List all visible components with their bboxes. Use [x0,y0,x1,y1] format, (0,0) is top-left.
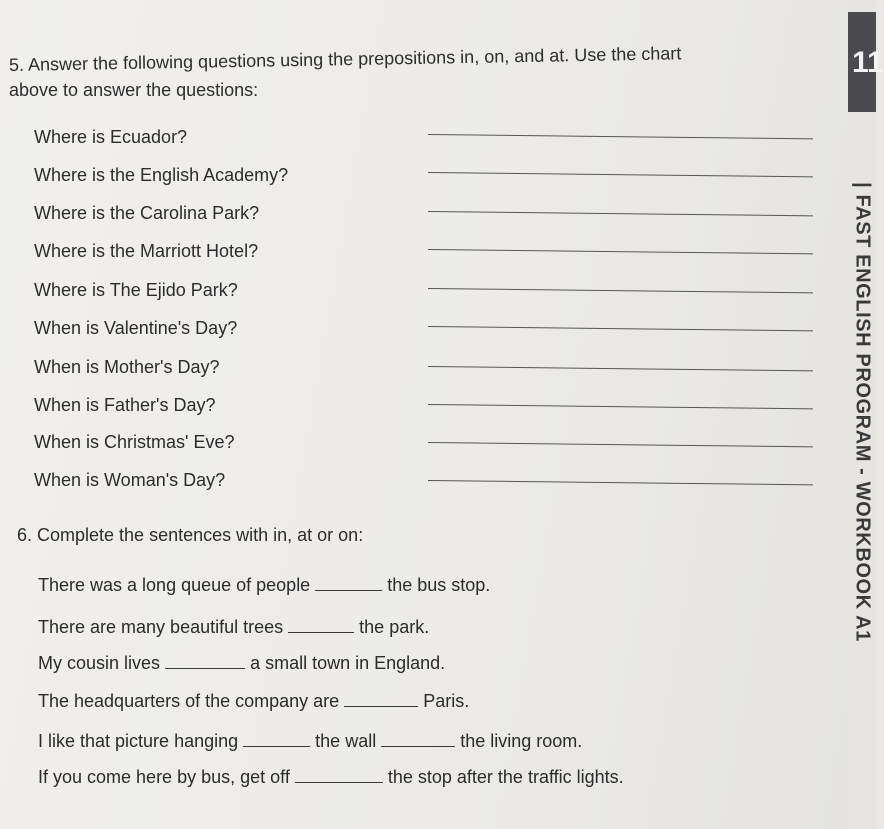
workbook-title: | FAST ENGLISH PROGRAM - WORKBOOK A1 [851,182,874,642]
question-10: When is Woman's Day? [34,470,226,490]
blank-5a[interactable] [243,729,310,747]
sentence-1 [38,573,490,596]
question-3: Where is the Carolina Park? [34,203,260,223]
sentence-1-part-2: the bus stop. [387,575,491,595]
sentence-5-part-2: the wall [315,731,377,751]
sentence-1-part-1: There was a long queue of people [38,575,311,595]
sentence-2-part-1: There are many beautiful trees [38,617,284,637]
question-1: Where is Ecuador? [34,127,188,147]
sentence-4 [38,689,469,712]
question-7: When is Mother's Day? [34,357,220,377]
question-4: Where is the Marriott Hotel? [34,241,259,261]
question-9: When is Christmas' Eve? [34,432,235,452]
exercise-5-instruction-line-1: 5. Answer the following questions using the prepositions in, on, and at. Use the chart [8,43,682,75]
sentence-2-part-2: the park. [359,617,430,637]
sentence-6-part-1: If you come here by bus, get off [38,767,290,787]
sentence-4-part-2: Paris. [423,691,470,711]
blank-6[interactable] [295,765,383,783]
question-5: Where is The Ejido Park? [34,280,238,300]
sentence-3-part-1: My cousin lives [38,653,161,673]
sentence-3-part-2: a small town in England. [250,653,446,673]
question-2: Where is the English Academy? [34,165,289,185]
sentence-6-part-2: the stop after the traffic lights. [387,767,624,787]
exercise-5-instruction-line-2: above to answer the questions: [9,80,259,100]
question-6: When is Valentine's Day? [34,318,238,338]
blank-1[interactable] [315,573,382,591]
sentence-2 [38,615,429,638]
blank-3[interactable] [165,651,245,669]
exercise-6-instruction: 6. Complete the sentences with in, at or on: [17,525,364,545]
sentence-5 [38,729,582,752]
sentence-3 [38,651,445,674]
sentence-5-part-3: the living room. [460,731,583,751]
blank-4[interactable] [344,689,418,707]
sentence-6 [38,765,624,788]
sentence-5-part-1: I like that picture hanging [38,731,239,751]
page-number: 11 [852,46,884,79]
question-8: When is Father's Day? [34,395,216,415]
sentence-4-part-1: The headquarters of the company are [38,691,340,711]
blank-2[interactable] [288,615,354,633]
blank-5b[interactable] [381,729,455,747]
